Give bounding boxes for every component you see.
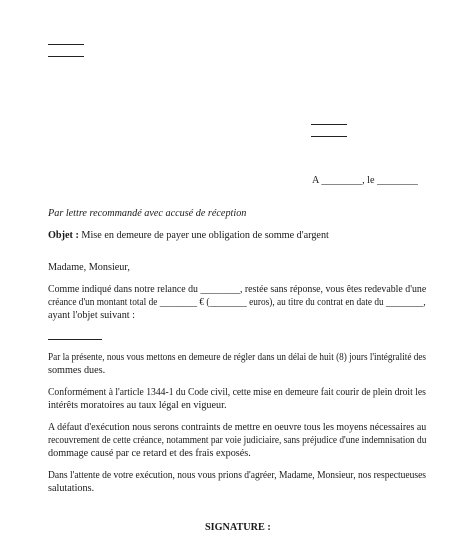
sender-line-1: [48, 44, 84, 45]
paragraph-4-line-1: A défaut d'exécution nous serons contraints de mettre en oeuvre tous les moyens nécessaires au: [48, 422, 427, 433]
paragraph-5-line-2: salutations.: [48, 483, 95, 494]
paragraph-4-line-2: recouvrement de cette créance, notamment par voie judiciaire, sans préjudice d'une indemnisation du: [48, 435, 427, 446]
subject-line: [48, 229, 329, 242]
paragraph-1-line-3: ayant l'objet suivant :: [48, 310, 135, 321]
paragraph-3-line-2: intérêts moratoires au taux légal en vigueur.: [48, 400, 227, 411]
subject-label: Objet :: [48, 230, 79, 241]
send-mode: Par lettre recommandé avec accusé de réception: [48, 208, 247, 219]
paragraph-2-line-2: sommes dues.: [48, 365, 106, 376]
date-line: A ________, le ________: [312, 175, 418, 186]
paragraph-4-line-3: dommage causé par ce retard et des frais exposés.: [48, 448, 251, 459]
signature-label: [205, 521, 271, 534]
paragraph-5-line-1: Dans l'attente de votre exécution, nous vous prions d'agréer, Madame, Monsieur, nos respectueuses: [48, 470, 427, 481]
salutation: Madame, Monsieur,: [48, 262, 130, 273]
paragraph-1-line-1: Comme indiqué dans notre relance du ________, restée sans réponse, vous êtes redevable d'une: [48, 284, 427, 295]
sender-line-2: [48, 56, 84, 57]
paragraph-2-line-1: Par la présente, nous vous mettons en demeure de régler dans un délai de huit (8) jours l'intégralité des: [48, 352, 426, 363]
recipient-line-1: [311, 124, 347, 125]
paragraph-1-line-2: créance d'un montant total de ________ € (________ euros), au titre du contrat en date du ________,: [48, 297, 426, 308]
object-blank-line: [48, 339, 102, 340]
paragraph-3-line-1: Conformément à l'article 1344-1 du Code civil, cette mise en demeure fait courir de plein droit les: [48, 387, 426, 398]
subject-text: Mise en demeure de payer une obligation de somme d'argent: [81, 230, 329, 241]
signature-text: SIGNATURE :: [205, 522, 271, 533]
recipient-line-2: [311, 136, 347, 137]
